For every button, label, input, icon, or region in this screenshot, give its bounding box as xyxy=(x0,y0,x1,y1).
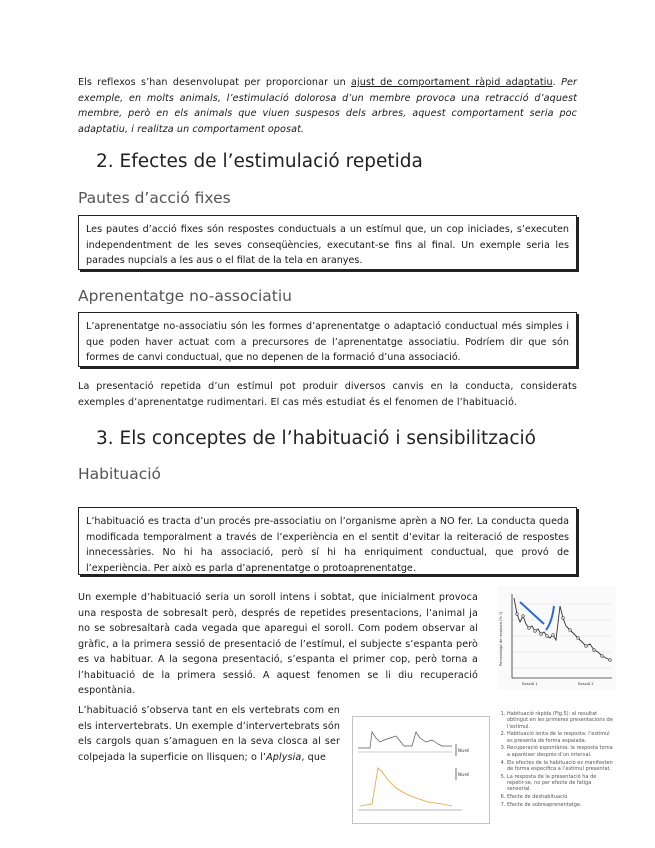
vertebrates-tail: , que xyxy=(301,751,326,763)
subheading-fixed-action-patterns: Pautes d’acció fixes xyxy=(78,189,231,207)
note-item: 7. Efecte de sobreaprenentatge. xyxy=(507,802,616,808)
section-2-title: 2. Efectes de l’estimulació repetida xyxy=(96,151,423,172)
note-item: 4. Els efectes de la habituació es manifesten de forma específica a l’estímul presentat. xyxy=(507,760,616,773)
subheading-non-associative-learning: Aprenentatge no-associatiu xyxy=(78,287,293,305)
graph-x-label-session-2: Sessió 2 xyxy=(578,681,594,686)
section-3-title: 3. Els conceptes de l’habituació i sensibilització xyxy=(96,428,536,449)
note-item: 1. Habituació ràpida (Fig.5): el resultat obtingut en les primeres presentacions de l’estímul. xyxy=(507,711,616,730)
trace-label-top: Nivell xyxy=(458,748,470,753)
note-item: 2. Habituació lenta de la resposta: l’estímul es presenta de forma espaiada. xyxy=(507,731,616,744)
habituation-example-paragraph: Un exemple d’habituació seria un soroll intens i sobtat, que inicialment provoca una resposta de sobresalt però, després de repetides presentacions, l’animal ja no se sobresaltarà cada vegada que aparegui el soroll. Com podem observar al gràfic, a la primera sessió de presentació de l’estímul, el subjecte s’espanta però es va habituar. A la segona presentació, s’espanta el primer cop, però torna a l’habituació de la primera sessió. A aquest fenomen se li diu recuperació espontània. xyxy=(78,592,478,696)
intro-paragraph xyxy=(78,75,577,137)
figure-notes-list xyxy=(498,711,616,810)
aplysia-term: Aplysia xyxy=(266,751,302,763)
graph-x-label-session-1: Sessió 1 xyxy=(522,681,538,686)
repeated-stimulus-paragraph: La presentació repetida d’un estímul pot produir diversos canvis en la conducta, considerats exemples d’aprenentatge rudimentari. El cas més estudiat és el fenomen de l’habituació. xyxy=(78,381,577,408)
note-item: 3. Recuperació espontània: la resposta torna a aparèixer després d’un interval. xyxy=(507,745,616,758)
note-item: 6. Efecte de deshabituació. xyxy=(507,794,616,800)
intro-example: Per exemple, en molts animals, l’estimulació dolorosa d’un membre provoca una retracció d’aquest membre, però en els animals que viuen suspesos dels arbres, aquest comportament seria poc adaptatiu, i realitza un comportament oposat. xyxy=(78,77,578,135)
habituation-graph xyxy=(498,586,616,690)
definition-box-non-associative-learning: L’aprenentatge no-associatiu són les formes d’aprenentatge o adaptació conductual més simples i que poden haver actuat com a precursores de l’aprenentatge associatiu. Podríem dir que són formes de canvi conductual, que no depenen de la formació d’una associació. xyxy=(78,312,577,367)
definition-box-fixed-action-patterns: Les pautes d’acció fixes són respostes conductuals a un estímul que, un cop iniciades, s’executen independentment de les seves conseqüències, executant-se fins al final. Un exemple seria les parades nupcials a les aus o el filat de la tela en aranyes. xyxy=(78,215,577,270)
trace-label-bottom: Nivell xyxy=(458,772,470,777)
intro-underlined-term: ajust de comportament ràpid adaptatiu xyxy=(351,77,553,88)
note-item: 5. La resposta de la presentació ha de repetir-se, no per efecte de fatiga sensorial. xyxy=(507,774,616,793)
definition-box-habituation: L’habituació es tracta d’un procés pre-associatiu on l’organisme aprèn a NO fer. La conducta queda modificada temporalment a través de l’experiència en el sentit d’evitar la reiteració de respostes innecessàries. No hi ha associació, però sí hi ha enriquiment conductual, que provó de l’experiència. Per això es parla d’aprenentatge o protoaprenentatge. xyxy=(78,507,577,575)
vertebrates-paragraph xyxy=(78,703,340,765)
graph-y-label: Percentatge de resposta (% ?) xyxy=(499,611,503,666)
intro-dot: . xyxy=(552,77,562,88)
vertebrates-lead: L’habituació s’observa tant en els vertebrats com en els intervertebrats. Un exemple d’intervertebrats són els cargols quan s’amaguen en la seva closca al ser colpejada la superficie on llisquen; o l’ xyxy=(78,705,340,763)
subheading-habituation: Habituació xyxy=(78,465,162,483)
intro-lead: Els reflexos s’han desenvolupat per proporcionar un xyxy=(78,77,352,88)
aplysia-response-figure xyxy=(352,716,490,824)
